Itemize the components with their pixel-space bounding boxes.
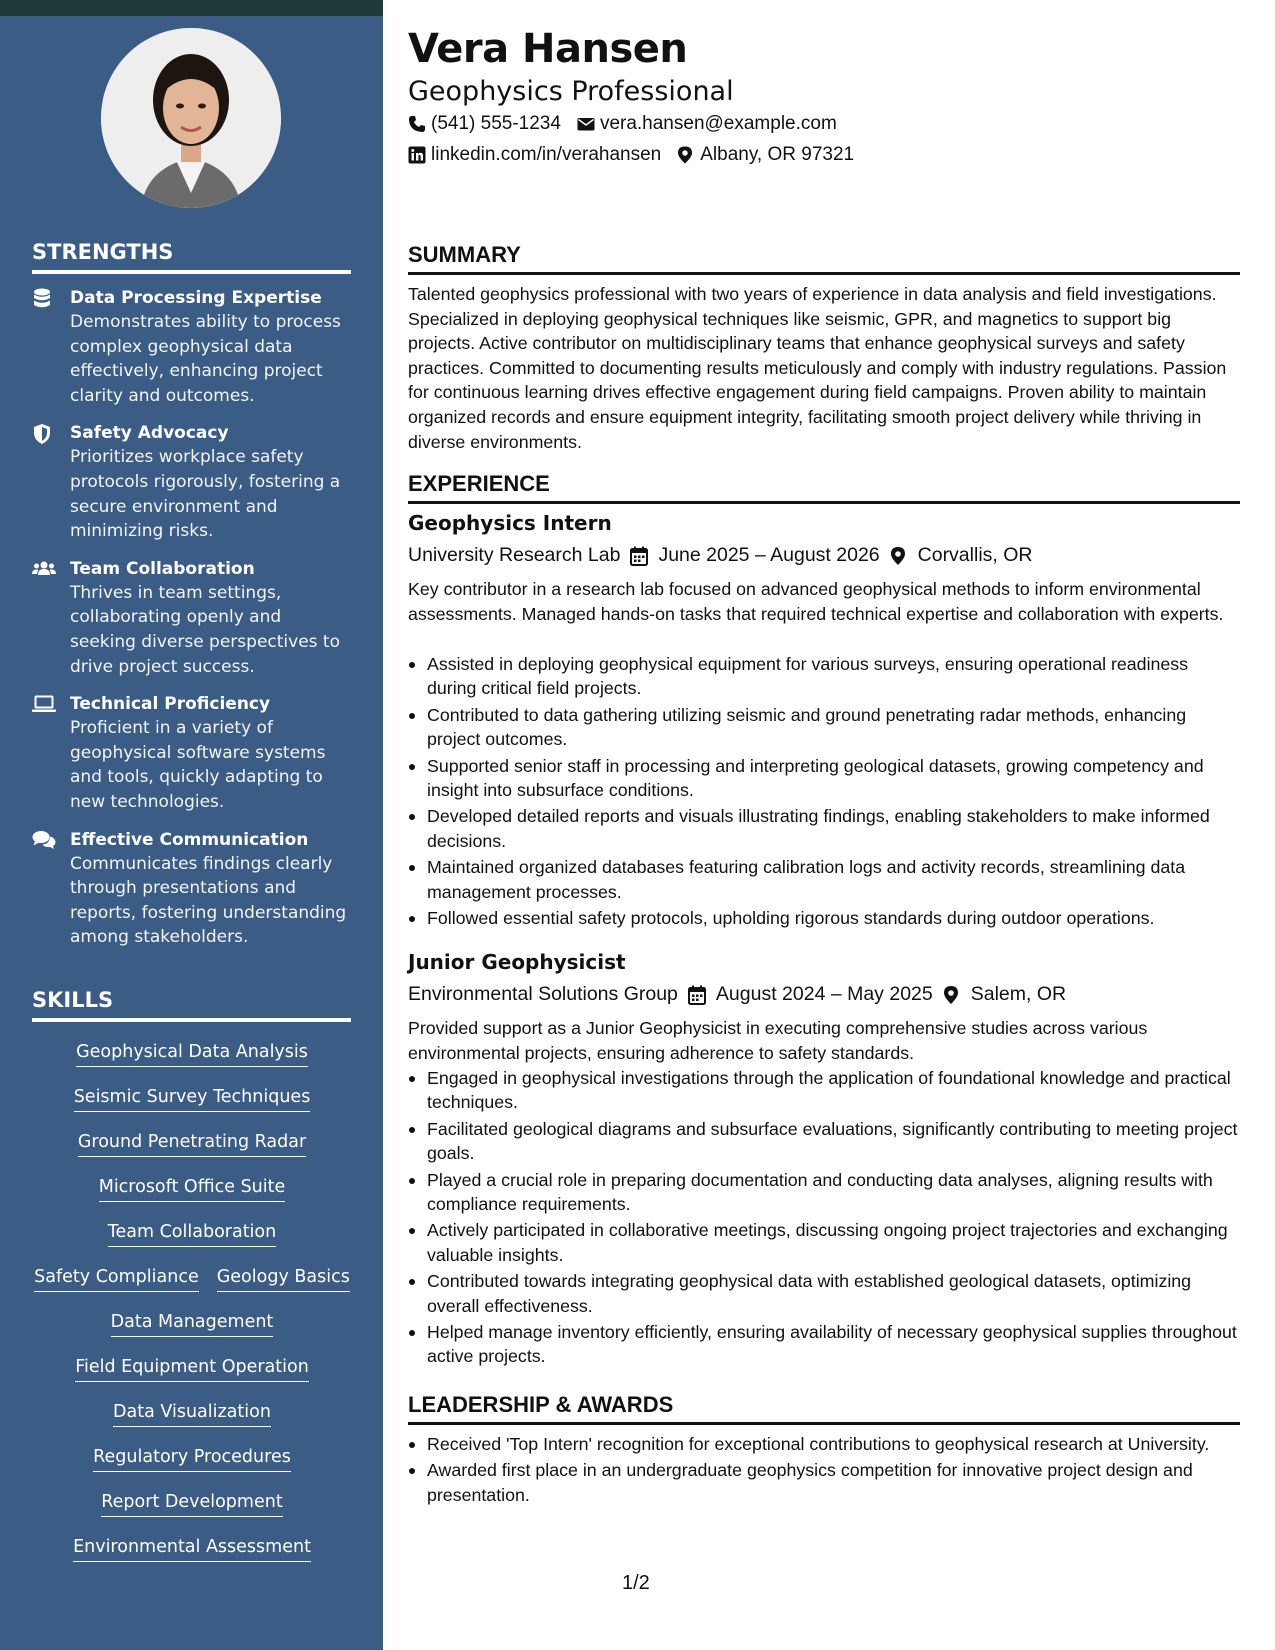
location-text: Albany, OR 97321 — [700, 144, 855, 165]
database-icon — [32, 288, 56, 310]
skill-tag: Team Collaboration — [108, 1220, 276, 1247]
comments-icon — [32, 830, 56, 852]
strength-item — [32, 421, 352, 543]
contact-phone[interactable] — [408, 113, 561, 135]
leadership-heading: LEADERSHIP & AWARDS — [408, 1392, 1240, 1425]
strength-item — [32, 828, 352, 950]
list-item: Played a crucial role in preparing documentation and conducting data analyses, aligning results with compliance requirements. — [408, 1168, 1240, 1217]
phone-text: (541) 555-1234 — [431, 113, 561, 134]
strength-description: Demonstrates ability to process complex geophysical data effectively, enhancing project clarity and outcomes. — [70, 312, 341, 406]
list-item: Contributed towards integrating geophysical data with established geological datasets, optimizing overall effectiveness. — [408, 1269, 1240, 1318]
candidate-name: Vera Hansen — [408, 26, 688, 72]
skills-list — [32, 1040, 352, 1580]
skill-tag: Data Management — [111, 1310, 274, 1337]
contact-linkedin[interactable] — [408, 144, 661, 166]
list-item: Developed detailed reports and visuals illustrating findings, enabling stakeholders to make informed decisions. — [408, 804, 1240, 853]
job-role: Geophysics Intern — [408, 511, 612, 535]
shield-icon — [32, 423, 56, 445]
summary-heading: SUMMARY — [408, 242, 1240, 275]
strength-item — [32, 692, 352, 814]
skill-tag: Geophysical Data Analysis — [76, 1040, 308, 1067]
map-pin-icon — [943, 984, 961, 1004]
sidebar — [0, 0, 383, 1650]
list-item: Engaged in geophysical investigations through the application of foundational knowledge and practical techniques. — [408, 1066, 1240, 1115]
calendar-icon — [630, 545, 648, 565]
strength-description: Communicates findings clearly through presentations and reports, fostering understanding among stakeholders. — [70, 853, 347, 948]
list-item: Contributed to data gathering utilizing seismic and ground penetrating radar methods, enhancing project outcomes. — [408, 703, 1240, 752]
skill-tag: Environmental Assessment — [73, 1535, 311, 1562]
job-location: Corvallis, OR — [917, 544, 1033, 566]
list-item: Assisted in deploying geophysical equipment for various surveys, ensuring operational readiness during critical field projects. — [408, 652, 1240, 701]
strength-title: Safety Advocacy — [70, 423, 229, 444]
strength-description: Proficient in a variety of geophysical software systems and tools, quickly adapting to new technologies. — [70, 718, 326, 812]
email-text: vera.hansen@example.com — [599, 113, 837, 134]
list-item: Followed essential safety protocols, upholding rigorous standards during outdoor operations. — [408, 906, 1240, 930]
strengths-list — [32, 286, 352, 963]
list-item: Helped manage inventory efficiently, ensuring availability of necessary geophysical supplies throughout active projects. — [408, 1320, 1240, 1369]
list-item: Actively participated in collaborative meetings, discussing ongoing project trajectories and exchanging valuable insights. — [408, 1218, 1240, 1267]
linkedin-icon — [408, 146, 426, 164]
skills-heading: SKILLS — [32, 988, 351, 1022]
experience-heading: EXPERIENCE — [408, 471, 1240, 504]
job-header — [408, 509, 1240, 570]
strength-title: Data Processing Expertise — [70, 288, 322, 308]
sidebar-top-band — [0, 0, 383, 16]
job-dates: August 2024 – May 2025 — [715, 983, 933, 1005]
job-header — [408, 948, 1240, 1009]
skill-tag: Regulatory Procedures — [93, 1445, 291, 1472]
phone-icon — [408, 115, 426, 133]
strength-title: Effective Communication — [70, 829, 309, 850]
skill-tag: Ground Penetrating Radar — [78, 1130, 306, 1157]
job-meta — [408, 979, 1240, 1009]
candidate-title: Geophysics Professional — [408, 76, 734, 107]
envelope-icon — [577, 115, 595, 133]
list-item: Awarded first place in an undergraduate geophysics competition for innovative project design and presentation. — [408, 1458, 1240, 1507]
leadership-bullets — [408, 1432, 1240, 1509]
strength-item — [32, 557, 352, 679]
skill-tag: Safety Compliance — [34, 1265, 199, 1292]
job-description: Provided support as a Junior Geophysicist in executing comprehensive studies across various environmental projects, ensuring adherence to safety standards. — [408, 1018, 1148, 1063]
map-pin-icon — [890, 545, 908, 565]
list-item: Supported senior staff in processing and interpreting geological datasets, growing competency and insight into subsurface conditions. — [408, 754, 1240, 803]
list-item: Maintained organized databases featuring calibration logs and activity records, streamlining data management processes. — [408, 855, 1240, 904]
page-number: 1/2 — [622, 1572, 650, 1594]
job-meta — [408, 540, 1240, 570]
skill-tag: Report Development — [101, 1490, 282, 1517]
job-company: Environmental Solutions Group — [408, 983, 678, 1005]
profile-photo — [101, 28, 281, 208]
job-bullets — [408, 1066, 1240, 1371]
contact-row — [408, 113, 837, 135]
strengths-heading: STRENGTHS — [32, 240, 351, 274]
strength-title: Team Collaboration — [70, 558, 255, 579]
contact-location — [677, 144, 854, 166]
contact-row — [408, 144, 854, 166]
linkedin-text: linkedin.com/in/verahansen — [431, 144, 662, 165]
skill-tag: Geology Basics — [217, 1265, 350, 1292]
map-pin-icon — [677, 146, 695, 164]
skill-tag: Data Visualization — [113, 1400, 271, 1427]
laptop-icon — [32, 694, 56, 716]
calendar-icon — [688, 984, 706, 1004]
strength-title: Technical Proficiency — [70, 694, 271, 715]
job-dates: June 2025 – August 2026 — [658, 544, 880, 566]
strength-description: Prioritizes workplace safety protocols rigorously, fostering a secure environment and minimizing risks. — [70, 447, 341, 542]
list-item: Facilitated geological diagrams and subsurface evaluations, significantly contributing to meeting project goals. — [408, 1117, 1240, 1166]
skill-tag: Seismic Survey Techniques — [74, 1085, 311, 1112]
strength-description: Thrives in team settings, collaborating openly and seeking diverse perspectives to drive project success. — [70, 582, 340, 677]
users-icon — [32, 559, 56, 581]
skill-tag: Field Equipment Operation — [75, 1355, 309, 1382]
list-item: Received 'Top Intern' recognition for exceptional contributions to geophysical research at University. — [408, 1432, 1240, 1456]
job-description: Key contributor in a research lab focused on advanced geophysical methods to inform environmental assessments. Managed hands-on tasks that required technical expertise and collaboration with experts. — [408, 579, 1224, 624]
job-bullets — [408, 652, 1240, 932]
job-company: University Research Lab — [408, 544, 621, 566]
job-role: Junior Geophysicist — [408, 950, 626, 974]
strength-item — [32, 286, 352, 408]
summary-text: Talented geophysics professional with two years of experience in data analysis and field investigations. Specialized in deploying geophysical techniques like seismic, GPR, and magnetics to support big projects. Active contributor on multidisciplinary teams that enhance geophysical surveys and safety practices. Committed to documenting results meticulously and comply with industry regulations. Passion for continuous learning drives effective engagement during field campaigns. Proven ability to maintain organized records and ensure equipment integrity, facilitating smooth project delivery while thriving in diverse environments. — [408, 284, 1227, 452]
skill-tag: Microsoft Office Suite — [99, 1175, 286, 1202]
job-location: Salem, OR — [970, 983, 1067, 1005]
contact-email[interactable] — [577, 113, 837, 135]
